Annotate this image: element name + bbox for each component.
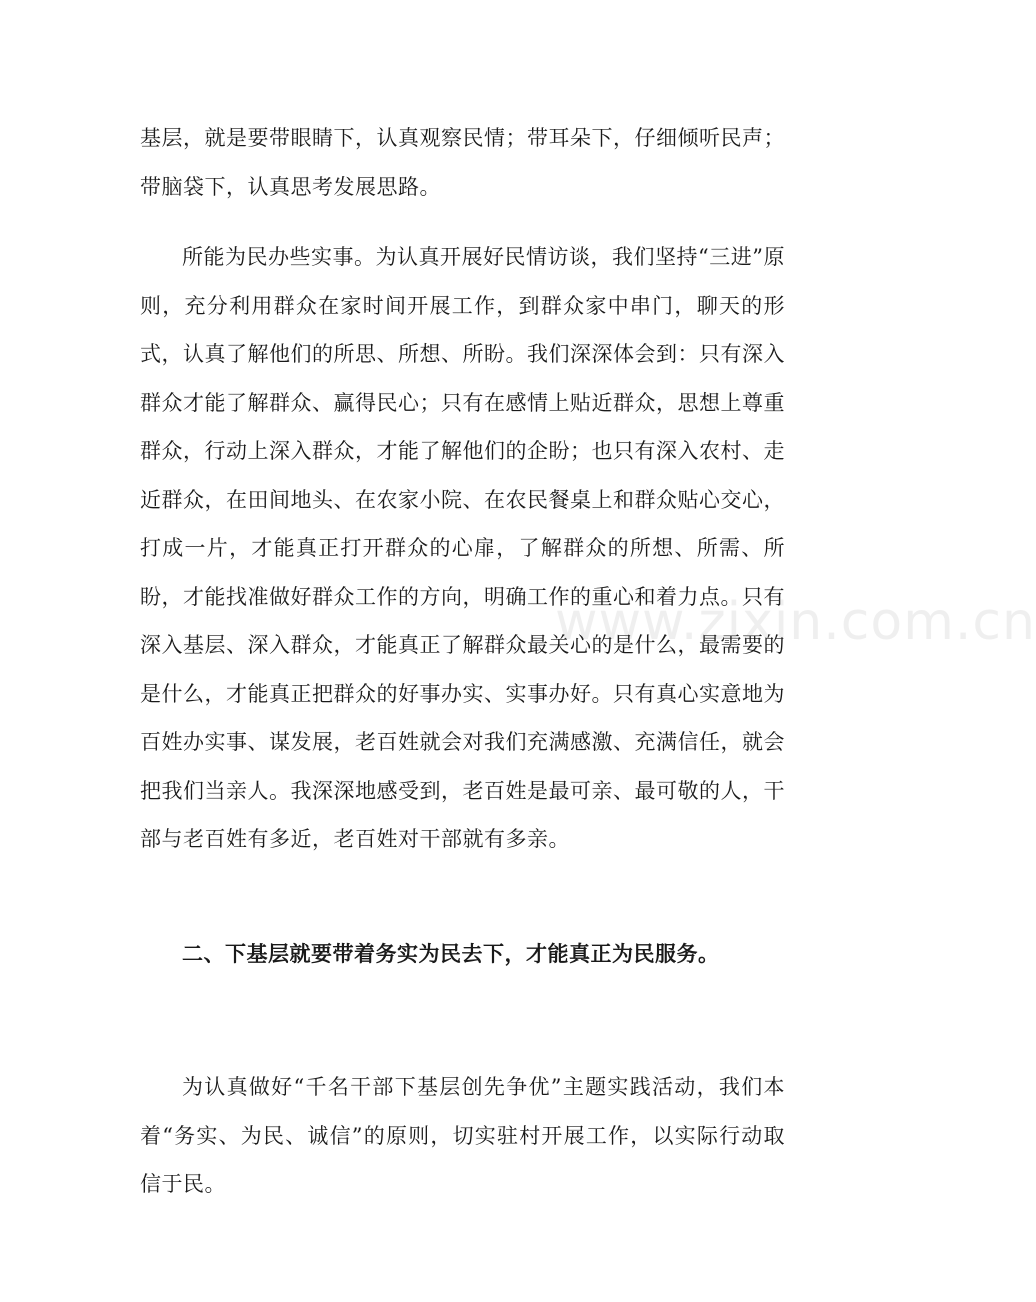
paragraph-intro: 基层，就是要带眼睛下，认真观察民情；带耳朵下，仔细倾听民声；带脑袋下，认真思考发展思路。 [140,126,785,199]
section-heading: 二、下基层就要带着务实为民去下，才能真正为民服务。 [182,942,720,966]
watermark: www.zixin.com.cn [555,592,1036,652]
paragraph-main: 所能为民办些实事。为认真开展好民情访谈，我们坚持“三进”原则，充分利用群众在家时间开展工作，到群众家中串门，聊天的形式，认真了解他们的所思、所想、所盼。我们深深体会到：只有深入群众才能了解群众、赢得民心；只有在感情上贴近群众，思想上尊重群众，行动上深入群众，才能了解他们的企盼；也只有深入农村、走近群众，在田间地头、在农家小院、在农民餐桌上和群众贴心交心，打成一片，才能真正打开群众的心扉，了解群众的所想、所需、所盼，才能找准做好群众工作的方向，明确工作的重心和着力点。只有深入基层、深入群众，才能真正了解群众最关心的是什么，最需要的是什么，才能真正把群众的好事办实、实事办好。只有真心实意地为百姓办实事、谋发展，老百姓就会对我们充满感激、充满信任，就会把我们当亲人。我深深地感受到，老百姓是最可亲、最可敬的人，干部与老百姓有多近，老百姓对干部就有多亲。 [140,245,785,851]
paragraph-closing: 为认真做好“千名干部下基层创先争优”主题实践活动，我们本着“务实、为民、诚信”的原则，切实驻村开展工作，以实际行动取信于民。 [140,1075,785,1196]
